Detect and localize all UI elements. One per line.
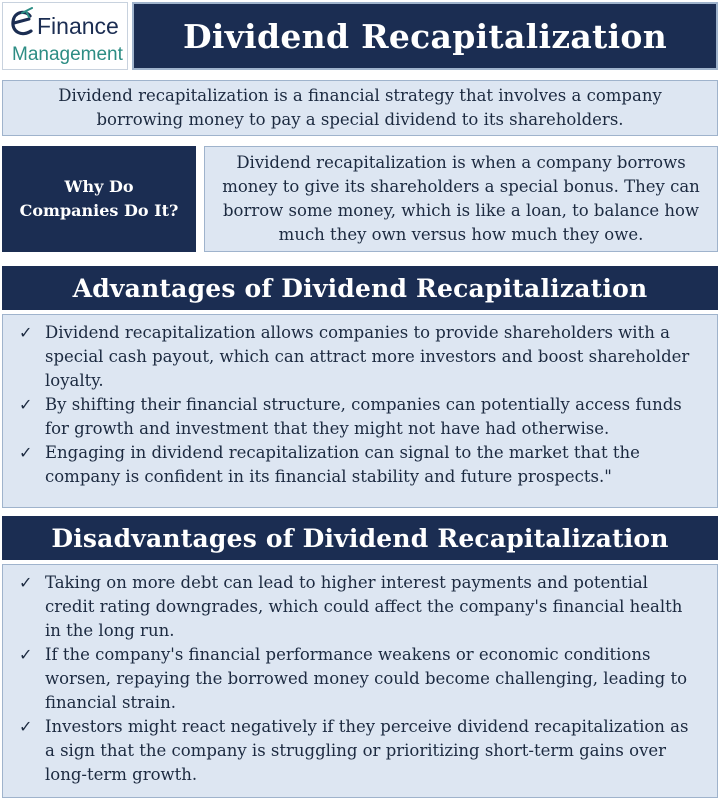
checkmark-icon: ✓ (19, 443, 33, 462)
finance-management-logo (2, 2, 128, 70)
logo-text-finance: Finance (37, 13, 119, 39)
list-item (17, 643, 701, 715)
list-item (17, 441, 701, 489)
list-item (17, 321, 701, 393)
disadvantages-heading: Disadvantages of Dividend Recapitalization (2, 516, 718, 560)
disadvantages-list (2, 564, 718, 798)
list-item (17, 571, 701, 643)
disadvantage-text: Investors might react negatively if they perceive dividend recapitalization as a sign that the company is struggling or prioritizing short-term gains over long-term growth. (45, 717, 689, 784)
advantage-text: By shifting their financial structure, companies can potentially access funds for growth and investment that they might not have had otherwise. (45, 395, 682, 438)
advantages-heading: Advantages of Dividend Recapitalization (2, 266, 718, 310)
checkmark-icon: ✓ (19, 645, 33, 664)
intro-definition: Dividend recapitalization is a financial strategy that involves a company borrowing money to pay a special dividend to its shareholders. (2, 80, 718, 136)
list-item (17, 715, 701, 787)
checkmark-icon: ✓ (19, 717, 33, 736)
e-letter-logo-icon (9, 7, 35, 41)
advantages-list (2, 314, 718, 508)
checkmark-icon: ✓ (19, 323, 33, 342)
advantage-text: Engaging in dividend recapitalization can signal to the market that the company is confident in its financial stability and future prospects." (45, 443, 640, 486)
disadvantage-text: If the company's financial performance weakens or economic conditions worsen, repaying the borrowed money could become challenging, leading to financial strain. (45, 645, 688, 712)
advantage-text: Dividend recapitalization allows companies to provide shareholders with a special cash payout, which can attract more investors and boost shareholder loyalty. (45, 323, 690, 390)
checkmark-icon: ✓ (19, 573, 33, 592)
logo-text-management: Management (12, 44, 123, 65)
why-label: Why Do Companies Do It? (2, 146, 196, 252)
disadvantage-text: Taking on more debt can lead to higher interest payments and potential credit rating downgrades, which could affect the company's financial health in the long run. (45, 573, 683, 640)
list-item (17, 393, 701, 441)
checkmark-icon: ✓ (19, 395, 33, 414)
why-explanation: Dividend recapitalization is when a company borrows money to give its shareholders a special bonus. They can borrow some money, which is like a loan, to balance how much they own versus how much they owe. (204, 146, 718, 252)
page-title: Dividend Recapitalization (132, 2, 718, 70)
